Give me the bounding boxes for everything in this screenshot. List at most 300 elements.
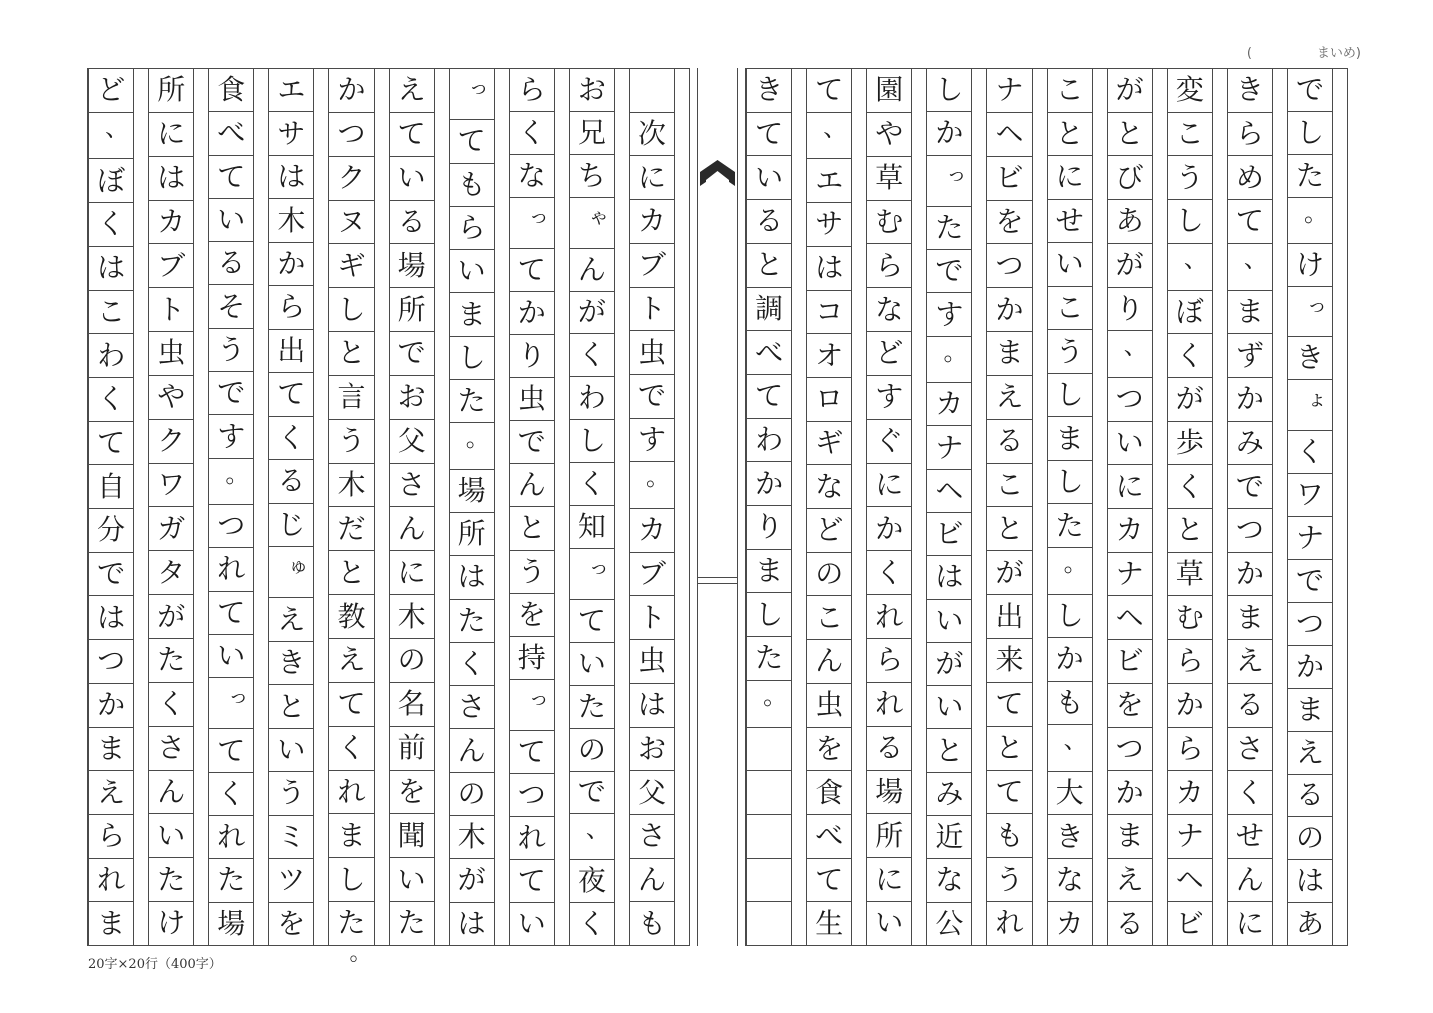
char-cell: 、: [89, 113, 133, 160]
char-cell: し: [1048, 461, 1092, 505]
char-cell: む: [1168, 596, 1212, 640]
char-cell: こ: [987, 464, 1031, 508]
column-text: [328, 69, 374, 966]
char-cell: ヘ: [1168, 859, 1212, 903]
char-cell: た: [450, 600, 494, 643]
char-cell: ら: [450, 207, 494, 250]
column-text: [449, 69, 495, 945]
char-cell: い: [149, 814, 193, 858]
char-cell: ち: [570, 155, 614, 198]
char-cell: ん: [450, 729, 494, 772]
char-cell: 公: [935, 906, 964, 940]
char-cell: 次: [630, 113, 674, 157]
char-cell: じ: [269, 504, 313, 547]
char-cell: サ: [807, 203, 851, 247]
char-cell: 大: [1048, 772, 1092, 816]
char-cell: と: [747, 244, 791, 288]
char-cell: い: [390, 157, 434, 201]
char-cell: 木: [390, 595, 434, 639]
char-cell: た: [1288, 155, 1332, 198]
char-cell: 。: [1288, 198, 1332, 244]
char-cell: て: [510, 860, 554, 903]
char-cell: を: [1108, 684, 1152, 728]
char-cell: 、: [807, 113, 851, 160]
manuscript-column: [449, 69, 509, 945]
char-cell: く: [1168, 334, 1212, 378]
char-cell: ワ: [1288, 474, 1332, 517]
char-cell: も: [637, 906, 666, 940]
char-cell: め: [1228, 156, 1272, 200]
char-cell: [747, 815, 791, 859]
char-cell: 前: [390, 727, 434, 771]
char-cell: ビ: [987, 157, 1031, 201]
column-text: [509, 69, 555, 945]
char-cell: は: [89, 596, 133, 640]
char-cell: さ: [1228, 728, 1272, 772]
column-text: [88, 69, 134, 945]
char-cell: き: [1048, 815, 1092, 859]
char-cell: て: [209, 729, 253, 772]
manuscript-column: [866, 69, 926, 945]
char-cell: っ: [510, 680, 554, 731]
char-cell: タ: [149, 551, 193, 595]
char-cell: に: [630, 156, 674, 200]
char-cell: ん: [390, 507, 434, 551]
char-cell: を: [987, 201, 1031, 245]
char-cell: 所: [149, 69, 193, 113]
char-cell: 園: [867, 69, 911, 113]
grid-spec-label: 20字×20行（400字）: [88, 957, 222, 972]
char-cell: て: [209, 156, 253, 199]
column-text: [986, 69, 1032, 945]
char-cell: ギ: [329, 244, 373, 288]
char-cell: い: [390, 858, 434, 902]
char-cell: は: [927, 556, 971, 599]
column-text: [208, 69, 254, 945]
char-cell: で: [630, 375, 674, 419]
char-cell: に: [1235, 906, 1264, 940]
column-text: [148, 69, 194, 945]
char-cell: な: [867, 288, 911, 332]
char-cell: る: [987, 420, 1031, 464]
char-cell: 。: [927, 337, 971, 383]
char-cell: 教: [329, 595, 373, 639]
char-cell: る: [1115, 906, 1144, 940]
char-cell: か: [927, 112, 971, 155]
char-cell: す: [867, 376, 911, 420]
char-cell: き: [269, 642, 313, 685]
char-cell: も: [450, 164, 494, 207]
char-cell: 変: [1168, 69, 1212, 113]
char-cell: カ: [1108, 509, 1152, 553]
char-cell: て: [209, 592, 253, 635]
char-cell: に: [1108, 465, 1152, 509]
char-cell: ま: [1108, 815, 1152, 859]
char-cell: 知: [570, 506, 614, 549]
char-cell: う: [510, 551, 554, 594]
char-cell: 草: [1168, 553, 1212, 597]
char-cell: ま: [89, 728, 133, 772]
char-cell: カ: [630, 509, 674, 553]
manuscript-column: [746, 69, 806, 945]
char-cell: て: [570, 600, 614, 643]
char-cell: 。: [1048, 548, 1092, 595]
char-cell: て: [987, 683, 1031, 727]
char-cell: く: [209, 773, 253, 816]
char-cell: ナ: [1168, 815, 1212, 859]
char-cell: た: [397, 906, 426, 940]
char-cell: 食: [807, 771, 851, 815]
char-cell: し: [329, 288, 373, 332]
char-cell: エ: [807, 159, 851, 203]
char-cell: れ: [995, 906, 1024, 940]
char-cell: け: [1288, 244, 1332, 287]
char-cell: カ: [1168, 771, 1212, 815]
char-cell: ま: [450, 293, 494, 336]
char-cell: そ: [209, 285, 253, 328]
char-cell: れ: [510, 817, 554, 860]
char-cell: す: [630, 419, 674, 463]
char-cell: ん: [570, 249, 614, 292]
char-cell: ま: [747, 550, 791, 594]
char-cell: 来: [987, 639, 1031, 683]
char-cell: ヌ: [329, 201, 373, 245]
char-cell: り: [1108, 288, 1152, 332]
char-cell: ん: [1228, 859, 1272, 903]
manuscript-column: [88, 69, 148, 945]
char-cell: て: [747, 375, 791, 419]
fishtail-mark: [700, 160, 735, 186]
char-cell: れ: [209, 816, 253, 859]
char-cell: れ: [209, 548, 253, 591]
char-cell: あ: [1295, 907, 1324, 941]
char-cell: ナ: [987, 69, 1031, 113]
char-cell: 場: [217, 906, 246, 940]
char-cell: て: [269, 373, 313, 416]
char-cell: ぼ: [89, 159, 133, 203]
char-cell: い: [570, 643, 614, 686]
char-cell: か: [89, 684, 133, 728]
char-cell: 木: [269, 199, 313, 242]
manuscript-column: [1167, 69, 1227, 945]
char-cell: と: [987, 727, 1031, 771]
char-cell: え: [1228, 640, 1272, 684]
char-cell: た: [927, 207, 971, 250]
char-cell: ま: [329, 814, 373, 858]
char-cell: に: [1048, 156, 1092, 200]
char-cell: 、: [1108, 331, 1152, 378]
char-cell: ヘ: [927, 470, 971, 513]
char-cell: 。: [747, 681, 791, 728]
char-cell: ヘ: [987, 113, 1031, 157]
char-cell: つ: [329, 113, 373, 157]
char-cell: い: [1108, 422, 1152, 466]
char-cell: 草: [867, 157, 911, 201]
char-cell: [630, 69, 674, 113]
char-cell: 言: [329, 376, 373, 420]
char-cell: り: [747, 506, 791, 550]
char-cell: 。: [450, 423, 494, 469]
char-cell: た: [149, 639, 193, 683]
char-cell: た: [570, 686, 614, 729]
char-cell: 場: [450, 470, 494, 513]
char-cell: か: [1228, 378, 1272, 422]
column-text: [806, 69, 852, 945]
char-cell: 所: [390, 288, 434, 332]
column-text: [866, 69, 912, 945]
char-cell: ビ: [927, 513, 971, 556]
char-cell: を: [277, 906, 306, 940]
char-cell: る: [1288, 775, 1332, 818]
char-cell: か: [1048, 638, 1092, 682]
char-cell: 、: [570, 814, 614, 860]
char-cell: や: [867, 113, 911, 157]
char-cell: こ: [89, 291, 133, 335]
char-cell: と: [269, 685, 313, 728]
char-cell: 分: [89, 509, 133, 553]
char-cell: な: [927, 859, 971, 902]
char-cell: サ: [269, 112, 313, 155]
char-cell: 所: [867, 814, 911, 858]
char-cell: な: [807, 465, 851, 509]
char-cell: が: [450, 859, 494, 902]
char-cell: で: [1288, 69, 1332, 112]
char-cell: る: [209, 242, 253, 285]
char-cell: く: [1228, 771, 1272, 815]
char-cell: き: [747, 69, 791, 113]
manuscript-column: [328, 69, 388, 966]
char-cell: し: [1048, 595, 1092, 639]
char-cell: ま: [97, 906, 126, 940]
column-text: [926, 69, 972, 945]
char-cell: く: [269, 417, 313, 460]
char-cell: く: [577, 907, 606, 941]
char-cell: を: [510, 594, 554, 637]
char-cell: ギ: [807, 422, 851, 466]
char-cell: オ: [807, 334, 851, 378]
char-cell: く: [867, 551, 911, 595]
char-cell: と: [1108, 113, 1152, 157]
manuscript-column: [1227, 69, 1287, 945]
manuscript-column: [509, 69, 569, 945]
char-cell: と: [329, 332, 373, 376]
char-cell: い: [517, 906, 546, 940]
char-cell: 虫: [807, 684, 851, 728]
char-cell: わ: [570, 377, 614, 420]
char-cell: い: [875, 906, 904, 940]
char-cell: つ: [1288, 603, 1332, 646]
char-cell: に: [149, 113, 193, 157]
char-cell: ら: [1228, 113, 1272, 157]
char-cell: む: [867, 201, 911, 245]
char-cell: で: [390, 332, 434, 376]
char-cell: か: [1108, 771, 1152, 815]
char-cell: い: [450, 250, 494, 293]
sheet-number-label: ( まいめ): [1246, 46, 1361, 61]
char-cell: た: [209, 859, 253, 902]
char-cell: 。: [209, 459, 253, 505]
char-cell: う: [209, 329, 253, 372]
char-cell: ワ: [149, 464, 193, 508]
char-cell: が: [927, 643, 971, 686]
column-text: [268, 69, 314, 945]
char-cell: か: [269, 243, 313, 286]
char-cell: か: [747, 462, 791, 506]
char-cell: が: [1108, 69, 1152, 113]
char-cell: て: [807, 69, 851, 113]
char-cell: き: [1228, 69, 1272, 113]
char-cell: お: [570, 69, 614, 112]
char-cell: っ: [209, 678, 253, 729]
char-cell: 歩: [1168, 422, 1212, 466]
char-cell: て: [390, 113, 434, 157]
char-cell: く: [1288, 431, 1332, 474]
char-cell: て: [89, 422, 133, 466]
char-cell: に: [867, 858, 911, 902]
char-cell: 虫: [630, 331, 674, 375]
char-cell: ツ: [269, 859, 313, 902]
char-cell: 。: [630, 462, 674, 509]
char-cell: き: [1288, 337, 1332, 380]
char-cell: つ: [1108, 728, 1152, 772]
char-cell: つ: [1108, 378, 1152, 422]
char-cell: カ: [630, 200, 674, 244]
char-cell: お: [630, 728, 674, 772]
manuscript-column: [1047, 69, 1107, 945]
manuscript-column: [629, 69, 689, 945]
manuscript-column: [926, 69, 986, 945]
char-cell: 、: [1048, 725, 1092, 772]
char-cell: の: [450, 773, 494, 816]
char-cell: と: [510, 507, 554, 550]
char-cell: え: [89, 771, 133, 815]
char-cell: て: [807, 859, 851, 903]
char-cell: け: [157, 906, 186, 940]
char-cell: く: [89, 203, 133, 247]
char-cell: が: [570, 292, 614, 335]
char-cell: 持: [510, 637, 554, 680]
char-cell: て: [450, 120, 494, 163]
char-cell: な: [510, 155, 554, 198]
char-cell: が: [987, 551, 1031, 595]
char-cell: 聞: [390, 814, 434, 858]
char-cell: た: [149, 858, 193, 902]
char-cell: さ: [630, 815, 674, 859]
char-cell: ど: [867, 332, 911, 376]
char-cell: で: [1288, 560, 1332, 603]
char-cell: る: [747, 200, 791, 244]
char-cell: は: [450, 556, 494, 599]
char-cell: か: [329, 69, 373, 113]
char-cell: [747, 902, 791, 945]
char-cell: え: [1108, 859, 1152, 903]
char-cell: つ: [510, 774, 554, 817]
char-cell: ブ: [630, 553, 674, 597]
char-cell: り: [510, 335, 554, 378]
char-cell: ク: [149, 420, 193, 464]
char-cell: ら: [867, 639, 911, 683]
char-cell: ナ: [1108, 553, 1152, 597]
char-cell: れ: [89, 859, 133, 903]
column-text: [1287, 69, 1333, 945]
char-cell: の: [807, 553, 851, 597]
char-cell: 名: [390, 683, 434, 727]
char-cell: 虫: [149, 332, 193, 376]
char-cell: う: [1168, 156, 1212, 200]
char-cell: が: [1108, 244, 1152, 288]
char-cell: を: [390, 771, 434, 815]
char-cell: べ: [807, 815, 851, 859]
char-cell: ロ: [807, 378, 851, 422]
char-cell: し: [1288, 112, 1332, 155]
char-cell: 自: [89, 465, 133, 509]
char-cell: ぐ: [867, 420, 911, 464]
char-cell: が: [1168, 378, 1212, 422]
char-cell: え: [269, 598, 313, 641]
char-cell: 、: [1228, 244, 1272, 291]
char-cell: [747, 771, 791, 815]
char-cell: つ: [1228, 509, 1272, 553]
char-cell: る: [390, 201, 434, 245]
char-cell: ブ: [149, 244, 193, 288]
char-cell: く: [450, 643, 494, 686]
char-cell: は: [89, 247, 133, 291]
char-cell: か: [867, 507, 911, 551]
char-cell: か: [1228, 553, 1272, 597]
char-cell: っ: [927, 156, 971, 207]
char-cell: せ: [1228, 815, 1272, 859]
char-cell: で: [89, 553, 133, 597]
char-cell: え: [1288, 732, 1332, 775]
char-cell: ブ: [630, 244, 674, 288]
char-cell: ヘ: [1108, 596, 1152, 640]
char-cell: ナ: [1288, 517, 1332, 560]
char-cell: ら: [269, 286, 313, 329]
char-cell: ら: [89, 815, 133, 859]
char-cell: し: [329, 858, 373, 902]
column-text: [629, 69, 675, 945]
char-cell: 兄: [570, 112, 614, 155]
char-cell: る: [269, 460, 313, 503]
char-cell: え: [987, 376, 1031, 420]
column-text: [1107, 69, 1153, 945]
right-page: [745, 68, 1348, 946]
char-cell: や: [149, 376, 193, 420]
char-cell: て: [987, 771, 1031, 815]
column-text: [569, 69, 615, 945]
char-cell: ら: [1168, 728, 1212, 772]
char-cell: く: [570, 334, 614, 377]
char-cell: こ: [1048, 69, 1092, 113]
char-cell: 虫: [630, 640, 674, 684]
char-cell: な: [1048, 859, 1092, 903]
column-text: [1167, 69, 1213, 945]
char-cell: し: [1048, 374, 1092, 418]
char-cell: 父: [390, 420, 434, 464]
column-text: [389, 69, 435, 945]
column-text: [746, 69, 792, 945]
char-cell: で: [1228, 465, 1272, 509]
char-cell: 出: [987, 595, 1031, 639]
char-cell: み: [927, 773, 971, 816]
char-cell: て: [510, 731, 554, 774]
char-cell: っ: [510, 198, 554, 249]
char-cell: こ: [1168, 113, 1212, 157]
char-cell: は: [807, 247, 851, 291]
char-cell: わ: [747, 419, 791, 463]
char-cell: か: [987, 288, 1031, 332]
char-cell: 所: [450, 513, 494, 556]
